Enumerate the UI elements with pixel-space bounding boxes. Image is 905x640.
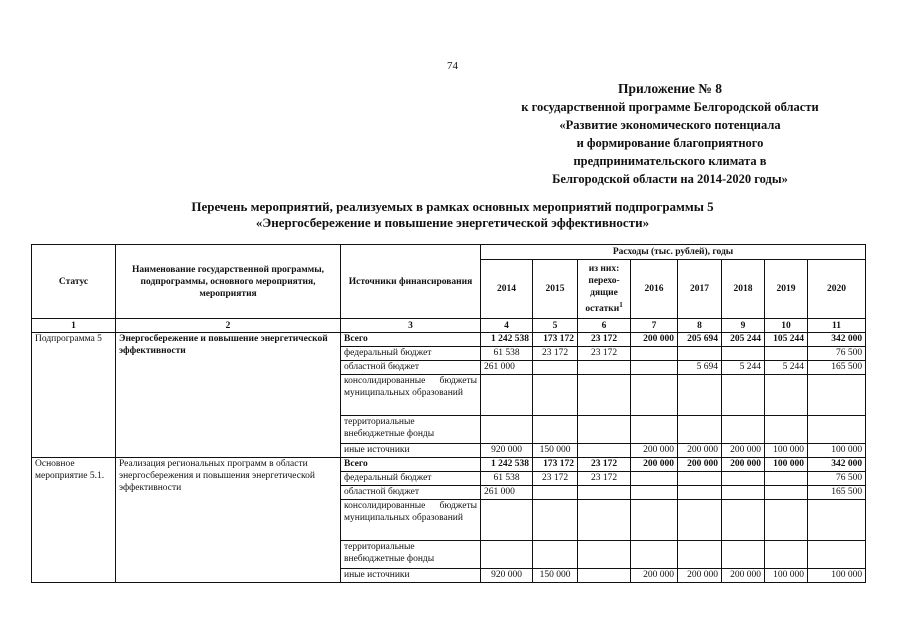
value-cell [678, 416, 722, 444]
source-cell: иные источники [341, 569, 481, 583]
value-cell [631, 361, 678, 375]
title-line-1: Перечень мероприятий, реализуемых в рамках основных мероприятий подпрограммы 5 [191, 199, 714, 214]
value-cell: 150 000 [533, 444, 578, 458]
page-number: 74 [447, 60, 458, 72]
value-cell [678, 486, 722, 500]
status-cell: Основное мероприятие 5.1. [32, 458, 116, 583]
value-cell [765, 541, 808, 569]
value-cell: 165 500 [808, 486, 866, 500]
appendix-line: и формирование благоприятного [576, 136, 764, 150]
column-index: 1 [32, 319, 116, 333]
value-cell [765, 472, 808, 486]
value-cell [533, 541, 578, 569]
value-cell: 5 244 [722, 361, 765, 375]
value-cell [678, 472, 722, 486]
value-cell: 920 000 [481, 569, 533, 583]
value-cell [578, 541, 631, 569]
document-title [0, 199, 905, 231]
source-cell: областной бюджет [341, 486, 481, 500]
value-cell: 105 244 [765, 333, 808, 347]
value-cell: 100 000 [765, 444, 808, 458]
value-cell [481, 416, 533, 444]
value-cell [578, 500, 631, 541]
value-cell: 261 000 [481, 486, 533, 500]
source-cell: территориальные внебюджетные фонды [341, 541, 481, 569]
header-year: 2017 [678, 260, 722, 319]
column-index: 8 [678, 319, 722, 333]
source-cell: иные источники [341, 444, 481, 458]
value-cell [533, 486, 578, 500]
value-cell [533, 500, 578, 541]
value-cell [678, 375, 722, 416]
value-cell: 200 000 [722, 458, 765, 472]
expenses-table [31, 244, 866, 583]
header-name: Наименование государственной программы, подпрограммы, основного мероприятия, мероприятия [116, 245, 341, 319]
source-cell: Всего [341, 333, 481, 347]
header-source: Источники финансирования [341, 245, 481, 319]
appendix-line: предпринимательского климата в [573, 154, 767, 168]
value-cell [765, 416, 808, 444]
value-cell [765, 486, 808, 500]
value-cell: 100 000 [808, 569, 866, 583]
value-cell: 205 244 [722, 333, 765, 347]
column-index: 9 [722, 319, 765, 333]
value-cell [722, 486, 765, 500]
value-cell [578, 416, 631, 444]
value-cell: 23 172 [578, 347, 631, 361]
value-cell [631, 541, 678, 569]
header-status: Статус [32, 245, 116, 319]
value-cell [722, 416, 765, 444]
value-cell: 200 000 [631, 569, 678, 583]
appendix-header [470, 80, 870, 188]
value-cell: 200 000 [631, 444, 678, 458]
table-row [32, 333, 866, 347]
value-cell: 200 000 [722, 569, 765, 583]
value-cell [481, 500, 533, 541]
value-cell [808, 375, 866, 416]
value-cell [481, 541, 533, 569]
value-cell [678, 500, 722, 541]
value-cell: 342 000 [808, 458, 866, 472]
table-row [32, 458, 866, 472]
value-cell [678, 347, 722, 361]
footnote-mark: 1 [619, 300, 623, 309]
value-cell [631, 347, 678, 361]
header-transitional [578, 260, 631, 319]
value-cell: 23 172 [578, 472, 631, 486]
source-cell: консолидированные бюджеты муниципальных образований [341, 375, 481, 416]
name-cell: Реализация региональных программ в области энергосбережения и повышения энергетической эффективности [116, 458, 341, 583]
appendix-line: Белгородской области на 2014-2020 годы» [552, 172, 788, 186]
value-cell: 76 500 [808, 472, 866, 486]
header-year: 2016 [631, 260, 678, 319]
header-of-which: из них: [588, 263, 620, 274]
value-cell: 200 000 [631, 333, 678, 347]
header-year: 2019 [765, 260, 808, 319]
value-cell: 200 000 [678, 458, 722, 472]
value-cell: 200 000 [631, 458, 678, 472]
header-expenses: Расходы (тыс. рублей), годы [481, 245, 866, 260]
header-year: 2020 [808, 260, 866, 319]
column-index: 6 [578, 319, 631, 333]
value-cell: 100 000 [765, 458, 808, 472]
appendix-heading: Приложение № 8 [618, 81, 722, 96]
value-cell: 1 242 538 [481, 458, 533, 472]
value-cell [808, 541, 866, 569]
appendix-line: к государственной программе Белгородской области [521, 100, 819, 114]
value-cell [722, 500, 765, 541]
value-cell [631, 472, 678, 486]
column-index: 3 [341, 319, 481, 333]
value-cell [533, 361, 578, 375]
value-cell: 150 000 [533, 569, 578, 583]
column-index: 11 [808, 319, 866, 333]
value-cell [481, 375, 533, 416]
value-cell: 165 500 [808, 361, 866, 375]
header-year: 2015 [533, 260, 578, 319]
value-cell [578, 486, 631, 500]
value-cell: 200 000 [678, 569, 722, 583]
value-cell: 100 000 [765, 569, 808, 583]
value-cell [808, 416, 866, 444]
value-cell [631, 500, 678, 541]
source-cell: федеральный бюджет [341, 472, 481, 486]
name-cell: Энергосбережение и повышение энергетической эффективности [116, 333, 341, 458]
value-cell: 173 172 [533, 458, 578, 472]
source-cell: Всего [341, 458, 481, 472]
source-cell: территориальные внебюджетные фонды [341, 416, 481, 444]
value-cell: 23 172 [578, 458, 631, 472]
value-cell [578, 361, 631, 375]
value-cell: 1 242 538 [481, 333, 533, 347]
value-cell: 173 172 [533, 333, 578, 347]
value-cell [722, 375, 765, 416]
value-cell [722, 541, 765, 569]
column-index: 2 [116, 319, 341, 333]
value-cell [765, 347, 808, 361]
value-cell: 5 694 [678, 361, 722, 375]
value-cell: 342 000 [808, 333, 866, 347]
column-index: 5 [533, 319, 578, 333]
value-cell [722, 347, 765, 361]
source-cell: федеральный бюджет [341, 347, 481, 361]
value-cell [578, 375, 631, 416]
value-cell [808, 500, 866, 541]
value-cell: 23 172 [533, 472, 578, 486]
column-index: 10 [765, 319, 808, 333]
value-cell: 200 000 [678, 444, 722, 458]
value-cell: 100 000 [808, 444, 866, 458]
value-cell: 200 000 [722, 444, 765, 458]
title-line-2: «Энергосбережение и повышение энергетической эффективности» [255, 215, 650, 230]
header-year: 2018 [722, 260, 765, 319]
value-cell [631, 375, 678, 416]
source-cell: областной бюджет [341, 361, 481, 375]
column-index: 4 [481, 319, 533, 333]
value-cell: 61 538 [481, 347, 533, 361]
status-cell: Подпрограмма 5 [32, 333, 116, 458]
appendix-line: «Развитие экономического потенциала [559, 118, 781, 132]
header-transitional-text: перехо-дящие остатки [585, 275, 620, 315]
value-cell: 920 000 [481, 444, 533, 458]
value-cell [533, 416, 578, 444]
value-cell: 261 000 [481, 361, 533, 375]
value-cell [631, 416, 678, 444]
value-cell: 5 244 [765, 361, 808, 375]
value-cell: 23 172 [578, 333, 631, 347]
value-cell [631, 486, 678, 500]
value-cell [765, 375, 808, 416]
column-index: 7 [631, 319, 678, 333]
value-cell: 61 538 [481, 472, 533, 486]
header-transitional-label [581, 275, 627, 315]
value-cell: 205 694 [678, 333, 722, 347]
value-cell: 76 500 [808, 347, 866, 361]
value-cell [533, 375, 578, 416]
value-cell [678, 541, 722, 569]
header-year: 2014 [481, 260, 533, 319]
source-cell: консолидированные бюджеты муниципальных образований [341, 500, 481, 541]
value-cell [578, 569, 631, 583]
value-cell: 23 172 [533, 347, 578, 361]
value-cell [578, 444, 631, 458]
value-cell [722, 472, 765, 486]
value-cell [765, 500, 808, 541]
